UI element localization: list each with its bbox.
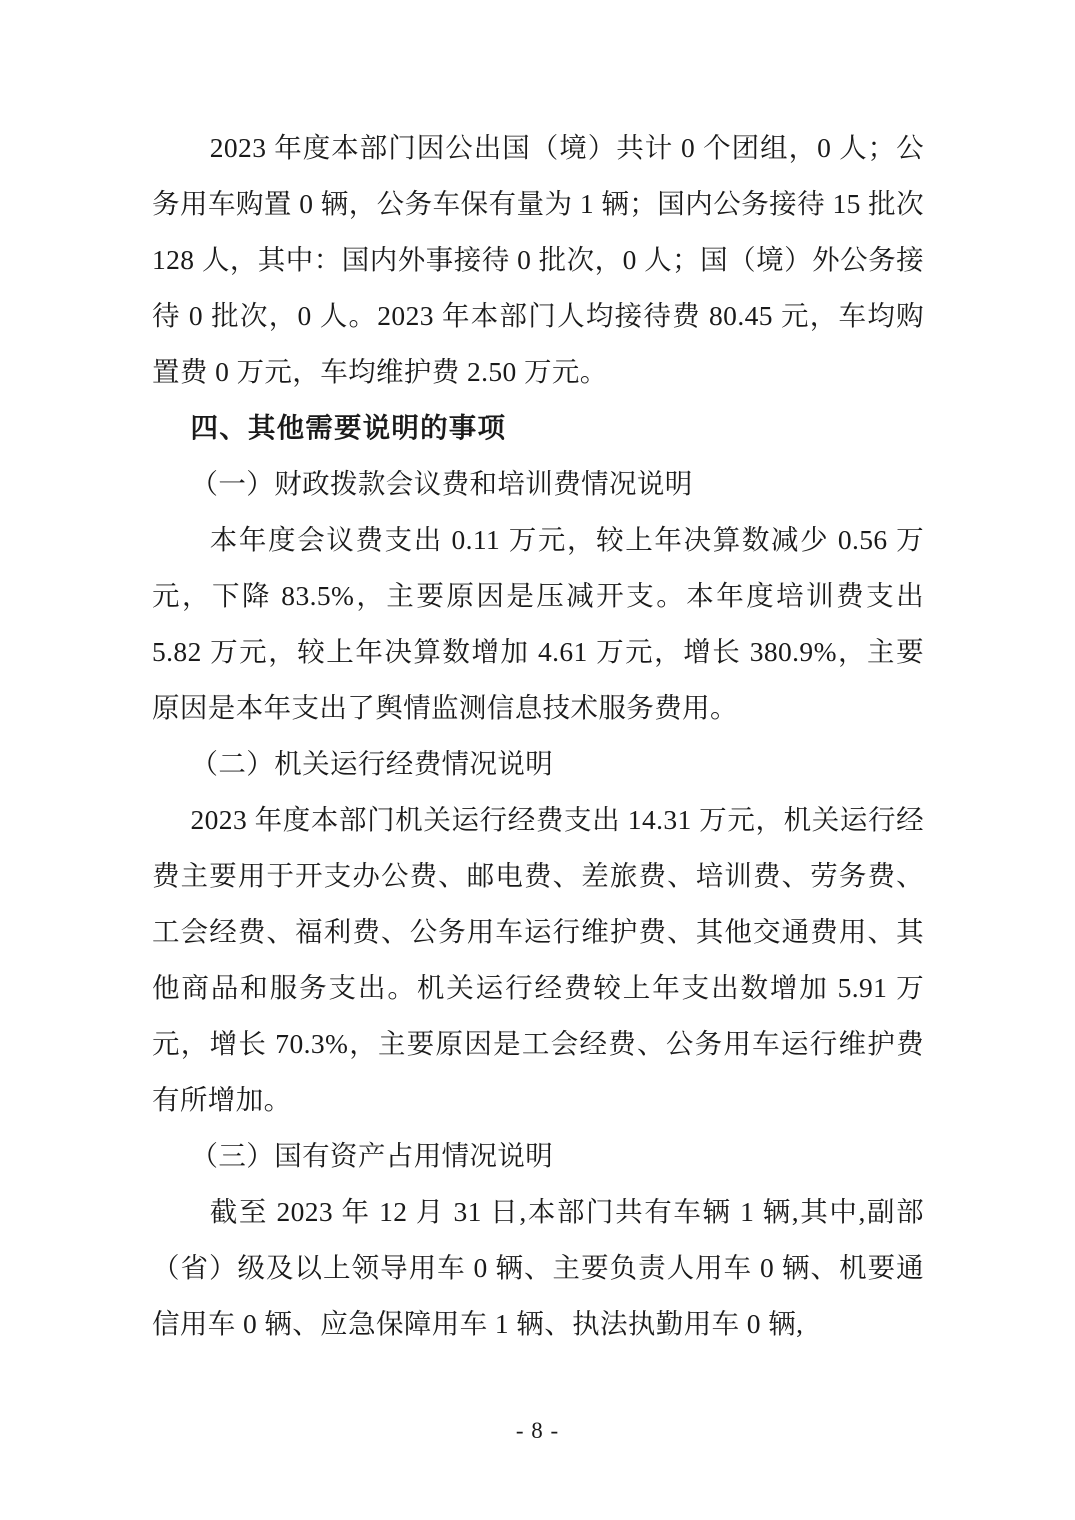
page-body: [152, 120, 924, 1352]
paragraph-state-assets: 截至 2023 年 12 月 31 日,本部门共有车辆 1 辆,其中,副部（省）级及以上领导用车 0 辆、主要负责人用车 0 辆、机要通信用车 0 辆、应急保障用车 1 辆、执法执勤用车 0 辆,: [152, 1196, 924, 1339]
subheading-operating-expense: （二）机关运行经费情况说明: [190, 748, 554, 779]
page-number: - 8 -: [515, 1418, 560, 1443]
paragraph-operating-expense: 2023 年度本部门机关运行经费支出 14.31 万元，机关运行经费主要用于开支办公费、邮电费、差旅费、培训费、劳务费、工会经费、福利费、公务用车运行维护费、其他交通费用、其他商品和服务支出。机关运行经费较上年支出数增加 5.91 万元，增长 70.3%，主要原因是工会经费、公务用车运行维护费有所增加。: [152, 804, 924, 1115]
paragraph-meeting-training-expense: 本年度会议费支出 0.11 万元，较上年决算数减少 0.56 万元，下降 83.5%，主要原因是压减开支。本年度培训费支出 5.82 万元，较上年决算数增加 4.61 万元，增长 380.9%，主要原因是本年支出了舆情监测信息技术服务费用。: [152, 524, 924, 723]
section-heading-other-matters: 四、其他需要说明的事项: [190, 412, 507, 443]
subheading-meeting-training: （一）财政拨款会议费和培训费情况说明: [190, 468, 693, 499]
paragraph-travel-vehicle-reception: 2023 年度本部门因公出国（境）共计 0 个团组，0 人；公务用车购置 0 辆，公务车保有量为 1 辆；国内公务接待 15 批次 128 人，其中：国内外事接待 0 批次，0 人；国（境）外公务接待 0 批次，0 人。2023 年本部门人均接待费 80.45 元，车均购置费 0 万元，车均维护费 2.50 万元。: [152, 132, 924, 387]
subheading-state-assets: （三）国有资产占用情况说明: [190, 1140, 554, 1171]
